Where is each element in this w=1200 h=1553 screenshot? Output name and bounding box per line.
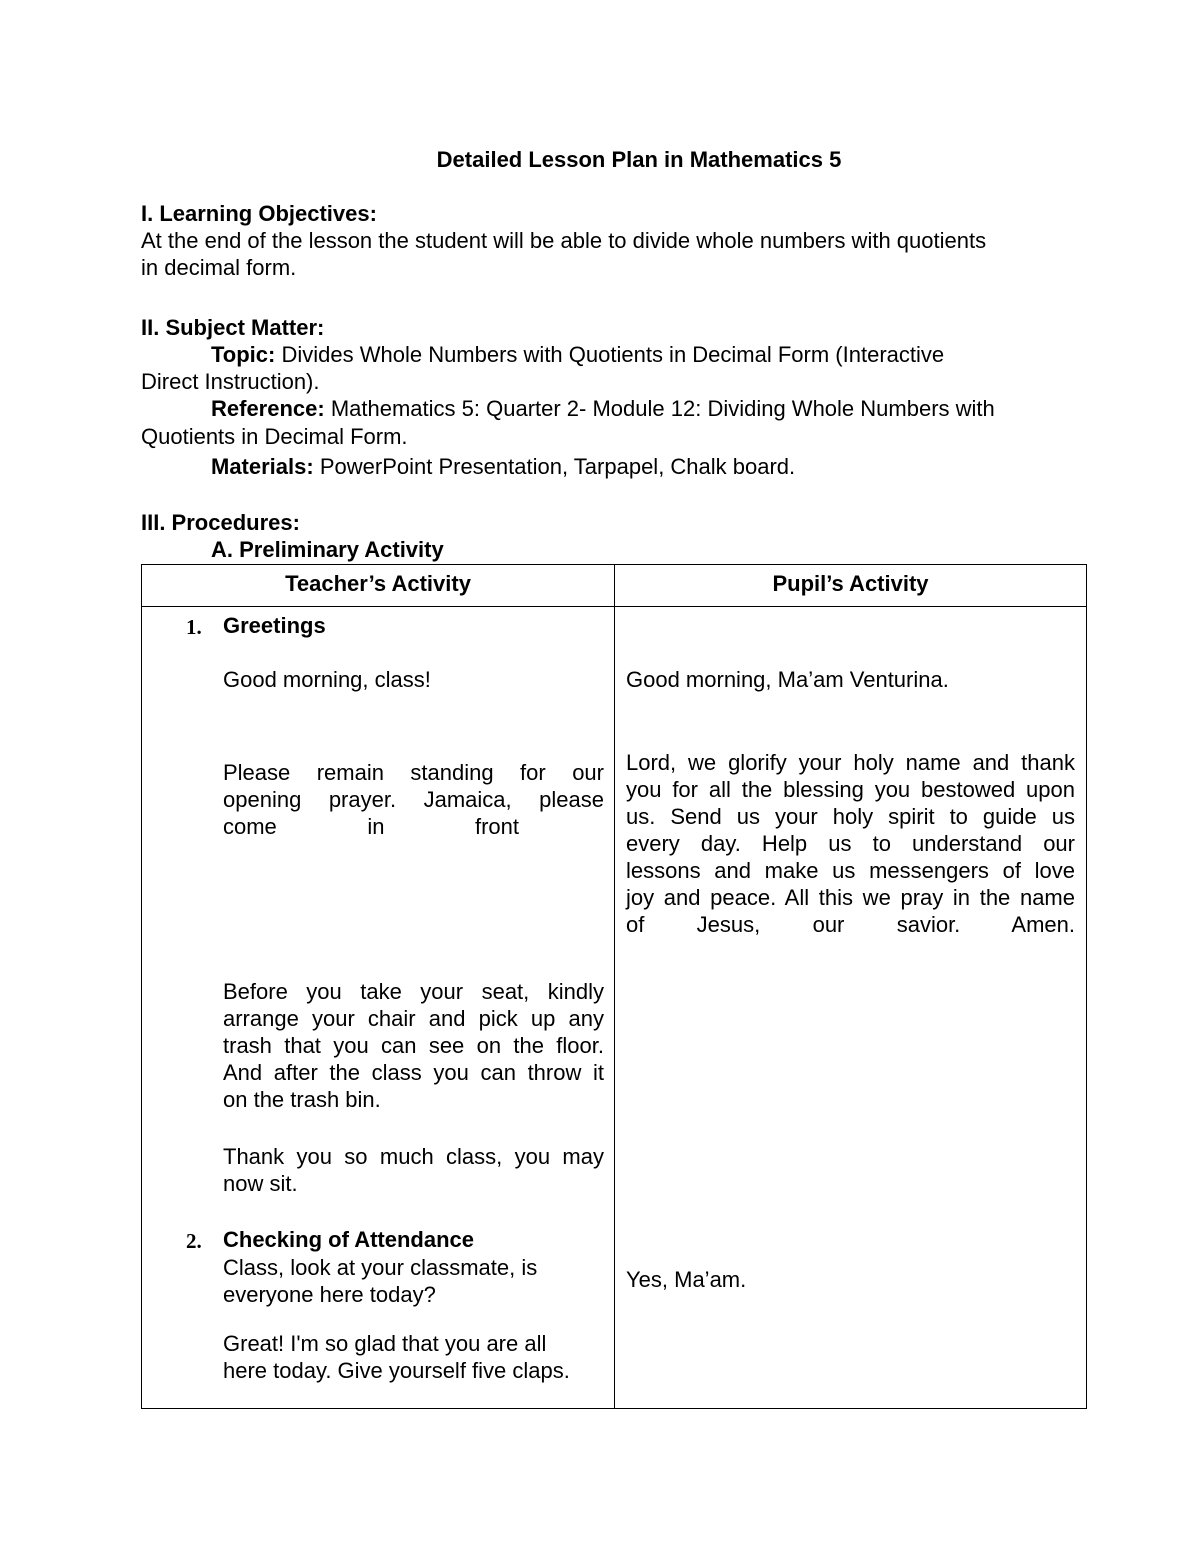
table-column-divider (614, 565, 615, 1408)
pupil-prayer-line-7: of Jesus, our savior. Amen. (626, 912, 1075, 937)
pupil-prayer-line-5: lessons and make us messengers of love (626, 858, 1075, 883)
reference-line-1 (141, 395, 1061, 422)
page-title: Detailed Lesson Plan in Mathematics 5 (436, 147, 842, 172)
pupil-prayer (626, 749, 1075, 938)
teacher-thanks (223, 1143, 604, 1197)
pupil-prayer-line-3: us. Send us your holy spirit to guide us (626, 804, 1075, 829)
teacher-seat-line-2: arrange your chair and pick up any (223, 1006, 604, 1031)
teacher-activity-header: Teacher’s Activity (285, 571, 471, 596)
teacher-prayer-instruction (223, 759, 604, 840)
teacher-prayer-line-1: Please remain standing for our (223, 760, 604, 785)
objectives-text (141, 227, 1061, 281)
teacher-praise-line-1: Great! I'm so glad that you are all (223, 1331, 547, 1356)
item-number-1: 1. (186, 615, 202, 639)
teacher-prayer-line-3: come in front (223, 814, 519, 839)
pupil-prayer-line-4: every day. Help us to understand our (626, 831, 1075, 856)
materials-label: Materials: (211, 454, 314, 479)
pupil-prayer-line-1: Lord, we glorify your holy name and thank (626, 750, 1075, 775)
reference-line-2: Quotients in Decimal Form. (141, 424, 408, 449)
teacher-attendance-question (223, 1254, 604, 1308)
pupil-activity-header: Pupil’s Activity (772, 571, 929, 596)
teacher-prayer-line-2: opening prayer. Jamaica, please (223, 787, 604, 812)
teacher-seat-line-5: on the trash bin. (223, 1087, 381, 1112)
greetings-title: Greetings (223, 613, 326, 638)
pupil-prayer-line-2: you for all the blessing you bestowed upon (626, 777, 1075, 802)
topic-text-1: Divides Whole Numbers with Quotients in Decimal Form (Interactive (275, 342, 945, 367)
teacher-seat-line-3: trash that you can see on the floor. (223, 1033, 604, 1058)
reference-text-1: Mathematics 5: Quarter 2- Module 12: Dividing Whole Numbers with (324, 396, 995, 421)
topic-line-2: Direct Instruction). (141, 369, 320, 394)
table-header-divider (142, 606, 1086, 607)
materials-text: PowerPoint Presentation, Tarpapel, Chalk board. (313, 454, 796, 479)
topic-label: Topic: (211, 342, 276, 367)
teacher-seat-line-1: Before you take your seat, kindly (223, 979, 604, 1004)
item-number-2: 2. (186, 1229, 202, 1253)
preliminary-activity-heading: A. Preliminary Activity (211, 537, 444, 562)
objectives-line-1: At the end of the lesson the student will be able to divide whole numbers with quotients (141, 228, 987, 253)
objectives-line-2: in decimal form. (141, 255, 297, 280)
teacher-seat-line-4: And after the class you can throw it (223, 1060, 604, 1085)
teacher-thanks-line-1: Thank you so much class, you may (223, 1144, 604, 1169)
topic-line-1 (141, 341, 1061, 368)
teacher-thanks-line-2: now sit. (223, 1171, 298, 1196)
teacher-greeting: Good morning, class! (223, 667, 431, 692)
teacher-attendance-line-2: everyone here today? (223, 1282, 436, 1307)
teacher-praise-line-2: here today. Give yourself five claps. (223, 1358, 570, 1383)
pupil-prayer-line-6: joy and peace. All this we pray in the name (626, 885, 1075, 910)
activity-table (141, 564, 1087, 1409)
pupil-attendance-answer: Yes, Ma’am. (626, 1267, 747, 1292)
teacher-seat-instruction (223, 978, 604, 1113)
procedures-heading: III. Procedures: (141, 510, 300, 535)
subject-matter-heading: II. Subject Matter: (141, 315, 325, 340)
teacher-praise (223, 1330, 604, 1384)
teacher-attendance-line-1: Class, look at your classmate, is (223, 1255, 538, 1280)
attendance-title: Checking of Attendance (223, 1227, 474, 1252)
reference-label: Reference: (211, 396, 325, 421)
materials-line (141, 453, 1061, 480)
pupil-greeting: Good morning, Ma’am Venturina. (626, 667, 949, 692)
objectives-heading: I. Learning Objectives: (141, 201, 377, 226)
